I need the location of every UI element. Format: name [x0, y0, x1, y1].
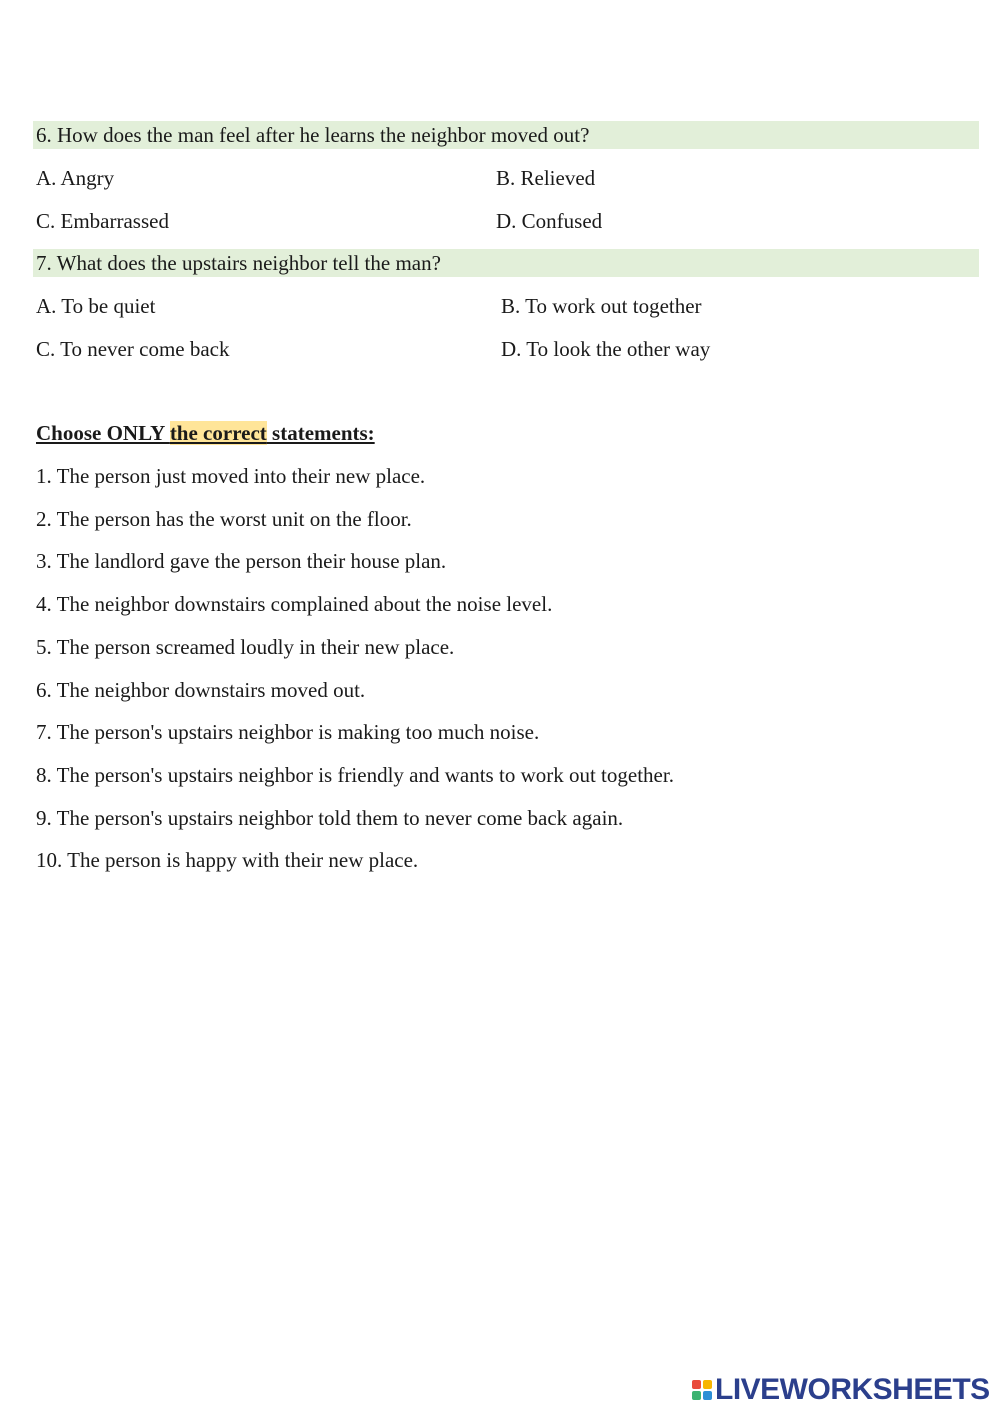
heading-suffix: statements: — [266, 421, 375, 445]
statement-7[interactable]: 7. The person's upstairs neighbor is making too much noise. — [36, 720, 540, 744]
liveworksheets-logo-icon — [692, 1380, 712, 1400]
q7-option-b[interactable]: B. To work out together — [501, 294, 702, 318]
liveworksheets-logo — [692, 1374, 990, 1406]
statement-10[interactable]: 10. The person is happy with their new place. — [36, 848, 419, 872]
statement-6[interactable]: 6. The neighbor downstairs moved out. — [36, 678, 366, 702]
q7-option-a[interactable]: A. To be quiet — [36, 294, 156, 318]
q7-option-c[interactable]: C. To never come back — [36, 337, 230, 361]
q7-option-d[interactable]: D. To look the other way — [501, 337, 711, 361]
logo-text: LIVEWORKSHEETS — [715, 1373, 990, 1406]
statement-3[interactable]: 3. The landlord gave the person their house plan. — [36, 549, 447, 573]
statement-8[interactable]: 8. The person's upstairs neighbor is friendly and wants to work out together. — [36, 763, 674, 787]
statements-heading — [36, 419, 375, 447]
statement-1[interactable]: 1. The person just moved into their new place. — [36, 464, 426, 488]
statement-4[interactable]: 4. The neighbor downstairs complained about the noise level. — [36, 592, 553, 616]
q6-option-b[interactable]: B. Relieved — [496, 166, 596, 190]
heading-prefix: Choose ONLY — [36, 421, 170, 445]
heading-highlight: the correct — [169, 421, 267, 445]
q6-option-d[interactable]: D. Confused — [496, 209, 603, 233]
question-7-text: 7. What does the upstairs neighbor tell the man? — [36, 251, 441, 275]
statement-9[interactable]: 9. The person's upstairs neighbor told them to never come back again. — [36, 806, 624, 830]
statement-2[interactable]: 2. The person has the worst unit on the floor. — [36, 507, 412, 531]
q6-option-c[interactable]: C. Embarrassed — [36, 209, 169, 233]
q6-option-a[interactable]: A. Angry — [36, 166, 115, 190]
statement-5[interactable]: 5. The person screamed loudly in their new place. — [36, 635, 455, 659]
question-6-text: 6. How does the man feel after he learns the neighbor moved out? — [36, 123, 590, 147]
